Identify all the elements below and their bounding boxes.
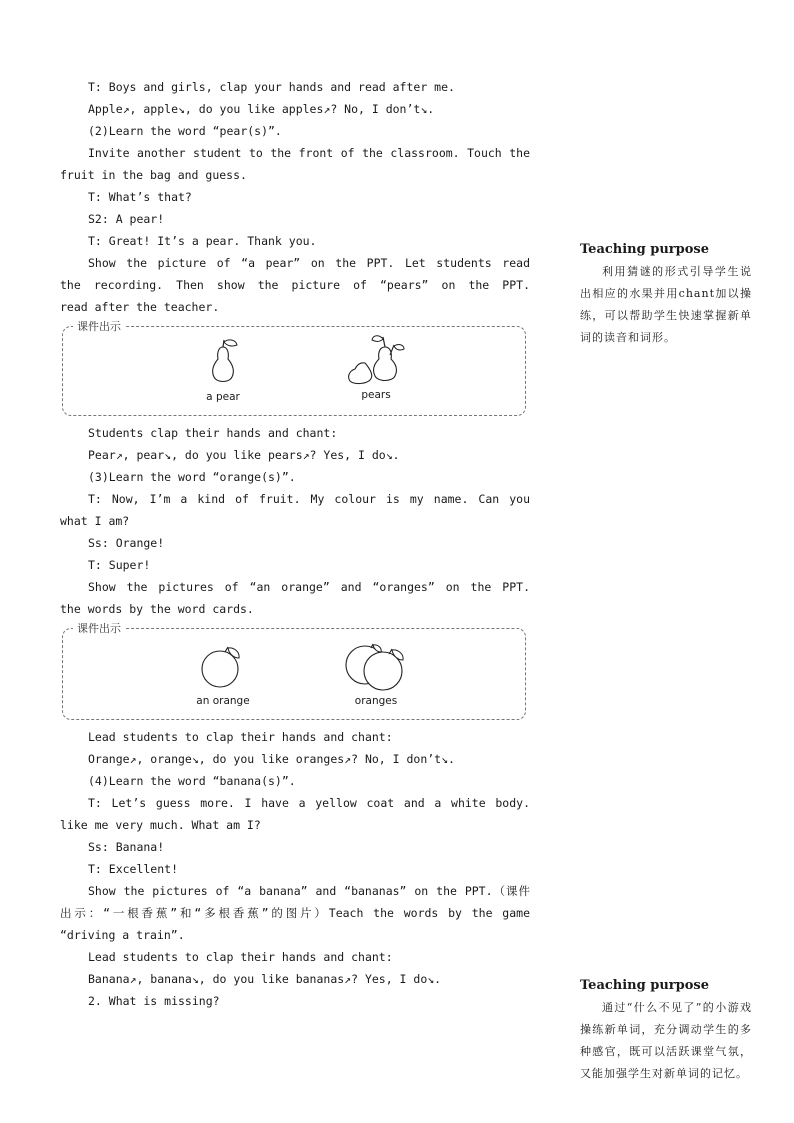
text-line: the recording. Then show the picture of “pears” on the PPT. <box>60 278 530 292</box>
oranges-icon <box>341 641 411 691</box>
pear-icon <box>203 337 243 385</box>
note-text: 利用猜谜的形式引导学生说出相应的水果并用chant加以操练，可以帮助学生快速掌握新单词的读音和词形。 <box>580 265 752 344</box>
pears-icon <box>341 333 411 385</box>
text-line: Orange↗, orange↘, do you like oranges↗? No, I don’t↘. <box>88 752 455 766</box>
text-line: 出示：“一根香蕉”和“多根香蕉”的图片）Teach the words by the game <box>60 906 530 920</box>
section-heading: 2. What is missing? <box>88 994 220 1008</box>
orange-icon <box>199 643 247 689</box>
text-line: Apple↗, apple↘, do you like apples↗? No, I don’t↘. <box>88 102 435 116</box>
courseware-tag: 课件出示 <box>73 620 125 636</box>
text-line: Banana↗, banana↘, do you like bananas↗? Yes, I do↘. <box>88 972 442 986</box>
courseware-box-pears <box>62 320 526 416</box>
courseware-tag: 课件出示 <box>73 318 125 334</box>
text-line: T: Super! <box>88 558 151 572</box>
text-line: Lead students to clap their hands and chant: <box>88 950 393 964</box>
teaching-purpose-note-1 <box>580 242 752 349</box>
text-line: T: Boys and girls, clap your hands and read after me. <box>88 80 455 94</box>
text-line: fruit in the bag and guess. <box>60 168 247 182</box>
text-line: Invite another student to the front of the classroom. Touch the <box>88 146 530 160</box>
caption: a pear <box>206 391 240 403</box>
text-line: Lead students to clap their hands and chant: <box>88 730 393 744</box>
step-heading: (4)Learn the word “banana(s)”. <box>88 774 296 788</box>
text-line: what I am? <box>60 514 130 528</box>
step-heading: (3)Learn the word “orange(s)”. <box>88 470 296 484</box>
note-title: Teaching purpose <box>580 978 709 993</box>
caption: pears <box>361 389 391 401</box>
text-line: T: Great! It’s a pear. Thank you. <box>88 234 317 248</box>
text-line: Ss: Banana! <box>88 840 165 854</box>
text-line: “driving a train”. <box>60 928 185 942</box>
text-line: S2: A pear! <box>88 212 165 226</box>
lesson-body <box>60 76 530 1012</box>
text-line: Pear↗, pear↘, do you like pears↗? Yes, I do↘. <box>88 448 400 462</box>
teaching-purpose-note-2 <box>580 978 752 1085</box>
text-line: the words by the word cards. <box>60 602 254 616</box>
note-text: 通过“什么不见了”的小游戏操练新单词，充分调动学生的多种感官，既可以活跃课堂气氛，又能加强学生对新单词的记忆。 <box>580 1001 752 1080</box>
text-line: T: Let’s guess more. I have a yellow coat and a white body. <box>88 796 530 810</box>
text-line: Show the picture of “a pear” on the PPT. Let students read <box>88 256 530 270</box>
text-line: Show the pictures of “a banana” and “bananas” on the PPT.（课件 <box>88 884 530 898</box>
text-line: like me very much. What am I? <box>60 818 261 832</box>
caption: oranges <box>354 695 398 707</box>
note-title: Teaching purpose <box>580 242 709 257</box>
text-line: Students clap their hands and chant: <box>88 426 338 440</box>
text-line: Ss: Orange! <box>88 536 165 550</box>
pears-figure <box>321 333 431 401</box>
courseware-box-oranges <box>62 622 526 720</box>
orange-figure <box>183 643 263 707</box>
oranges-figure <box>321 641 431 707</box>
text-line: T: Excellent! <box>88 862 179 876</box>
caption: an orange <box>196 695 250 707</box>
pear-figure <box>183 337 263 403</box>
text-line: Show the pictures of “an orange” and “oranges” on the PPT. <box>88 580 530 594</box>
text-line: read after the teacher. <box>60 300 220 314</box>
text-line: T: Now, I’m a kind of fruit. My colour is my name. Can you <box>88 492 530 506</box>
text-line: T: What’s that? <box>88 190 192 204</box>
step-heading: (2)Learn the word “pear(s)”. <box>88 124 282 138</box>
